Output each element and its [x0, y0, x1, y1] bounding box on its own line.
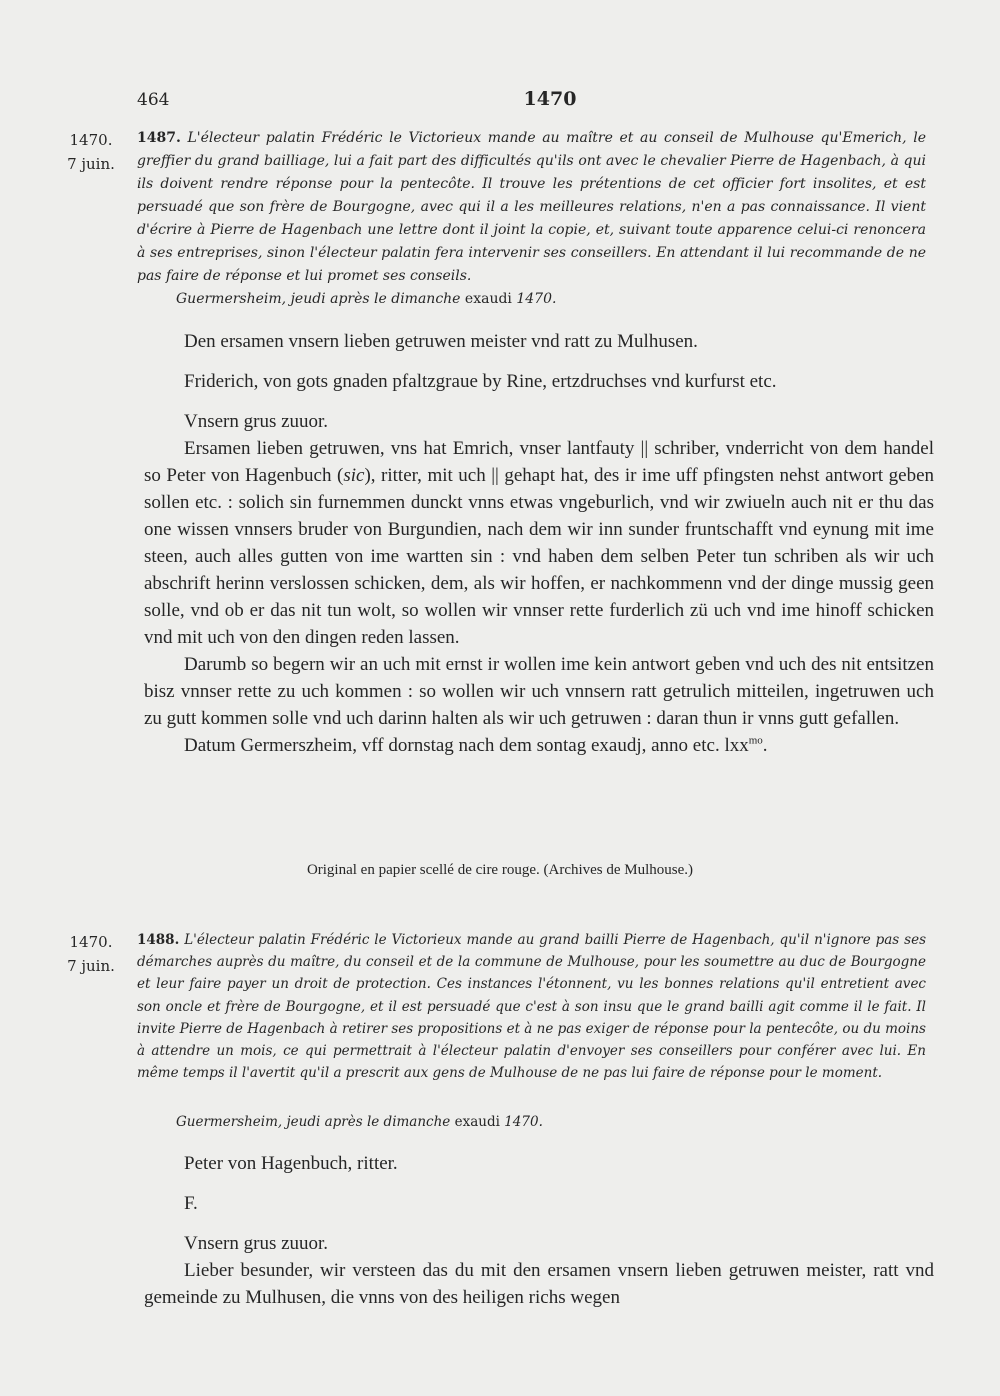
margin-year: 1470.	[69, 131, 113, 149]
entry-number: 1488.	[137, 932, 180, 948]
dateline	[176, 1114, 876, 1130]
page-number: 464	[137, 90, 170, 110]
source-note: Original en papier scellé de cire rouge. (Archives de Mulhouse.)	[306, 862, 694, 878]
date-end: .	[762, 735, 768, 756]
summary-text: L'électeur palatin Frédéric le Victorieux mande au grand bailli Pierre de Hagenbach, qu'il n'ignore pas ses démarches auprès du maître, du conseil et de la commune de Mulhouse, pour les soumettre au duc de Bourgogne et leur faire payer un droit de protection. Ces instances l'étonnent, vu les bonnes relations qu'il entretient avec son oncle et frère de Bourgogne, et il est persuadé que c'est à son insu que le grand bailli agit comme il le fait. Il invite Pierre de Hagenbach à retirer ses propositions et à ne pas exiger de réponse pour la pentecôte, ou du moins à attendre un mois, ce qui permettrait à l'électeur palatin d'envoyer ses conseillers pour conférer avec lui. En même temps il l'avertit qu'il a prescrit aux gens de Mulhouse de ne pas lui faire de réponse pour le moment.	[137, 932, 926, 1082]
margin-day: 7 juin.	[67, 155, 115, 173]
margin-date	[58, 930, 124, 978]
entry-summary	[137, 127, 926, 288]
letter-sender: Friderich, von gots gnaden pfaltzgraue by Rine, ertzdruchses vnd kurfurst etc.	[184, 371, 777, 392]
sic-note: sic	[343, 465, 365, 486]
letter-address: Den ersamen vnsern lieben getruwen meister vnd ratt zu Mulhusen.	[184, 331, 698, 352]
dateline-year: 1470.	[504, 1114, 543, 1130]
entry-number: 1487.	[137, 130, 181, 146]
letter-text	[144, 1150, 934, 1311]
running-head	[0, 90, 1000, 114]
letter-text	[144, 328, 934, 759]
letter-address: Peter von Hagenbuch, ritter.	[184, 1153, 398, 1174]
margin-year: 1470.	[69, 933, 113, 951]
dateline-place: Guermersheim, jeudi après le dimanche	[176, 291, 461, 307]
letter-paragraph	[144, 435, 934, 651]
letter-greeting: Vnsern grus zuuor.	[184, 411, 329, 432]
dateline-word: exaudi	[464, 291, 512, 307]
date-superscript: mo	[748, 734, 763, 747]
date-text: Datum Germerszheim, vff dornstag nach dem sontag exaudj, anno etc. lxx	[184, 735, 749, 756]
dateline-word: exaudi	[454, 1114, 500, 1130]
dateline	[176, 291, 876, 307]
letter-paragraph: Lieber besunder, wir versteen das du mit den ersamen vnsern lieben getruwen meister, ratt vnd gemeinde zu Mulhusen, die vnns von des heiligen richs wegen	[144, 1260, 934, 1308]
margin-day: 7 juin.	[67, 957, 115, 975]
margin-date	[58, 128, 124, 176]
year-heading: 1470	[523, 88, 577, 110]
dateline-year: 1470.	[516, 291, 557, 307]
summary-text: L'électeur palatin Frédéric le Victorieux mande au maître et au conseil de Mulhouse qu'Emerich, le greffier du grand bailliage, lui a fait part des difficultés qu'ils ont avec le chevalier Pierre de Hagenbach, à qui ils doivent rendre réponse pour la pentecôte. Il trouve les prétentions de cet officier fort insolites, et est persuadé que son frère de Bourgogne, avec qui il a les meilleures relations, n'en a pas connaissance. Il vient d'écrire à Pierre de Hagenbach une lettre dont il joint la copie, et, suivant toute apparence celui-ci renoncera à ses entreprises, sinon l'électeur palatin fera intervenir ses conseillers. En attendant il lui recommande de ne pas faire de réponse et lui promet ses conseils.	[137, 130, 926, 284]
letter-initial: F.	[184, 1193, 198, 1214]
paragraph-part: ), ritter, mit uch || gehapt hat, des ir ime uff pfingsten nehst antwort geben sollen etc. : solich sin furnemmen dunckt vnns etwas vngeburlich, vnd wir zwiueln auch nit er thu das one wissen vnnsers bruder von Burgundien, nach dem wir inn sunder fruntschafft vnd eynung mit ime steen, auch alles gutten von ime wartten sin : vnd haben dem selben Peter tun schriben als wir uch abschrift herinn verslossen schicken, dem, als wir hoffen, er nachkommenn vnd der dinge mussig geen solle, vnd ob er das nit tun wolt, so wollen wir vnnser rette furderlich zü uch vnd ime hinoff schicken vnd mit uch von den dingen reden lassen.	[144, 465, 935, 648]
entry-summary	[137, 929, 926, 1084]
dateline-place: Guermersheim, jeudi après le dimanche	[176, 1114, 451, 1130]
letter-paragraph: Darumb so begern wir an uch mit ernst ir wollen ime kein antwort geben vnd uch des nit entsitzen bisz vnnser rette zu uch kommen : so wollen wir uch vnnsern ratt getrulich mitteilen, ingetruwen uch zu gutt kommen solle vnd uch darinn halten als wir uch getruwen : daran thun ir vnns gutt gefallen.	[144, 654, 934, 729]
paragraph-part: Ersamen lieben getruwen, vns hat Emrich, vnser lantfauty || schriber, vnderricht von dem handel so Peter von Hagenbuch (	[144, 438, 934, 486]
letter-greeting: Vnsern grus zuuor.	[184, 1233, 329, 1254]
letter-date-line	[144, 732, 934, 759]
